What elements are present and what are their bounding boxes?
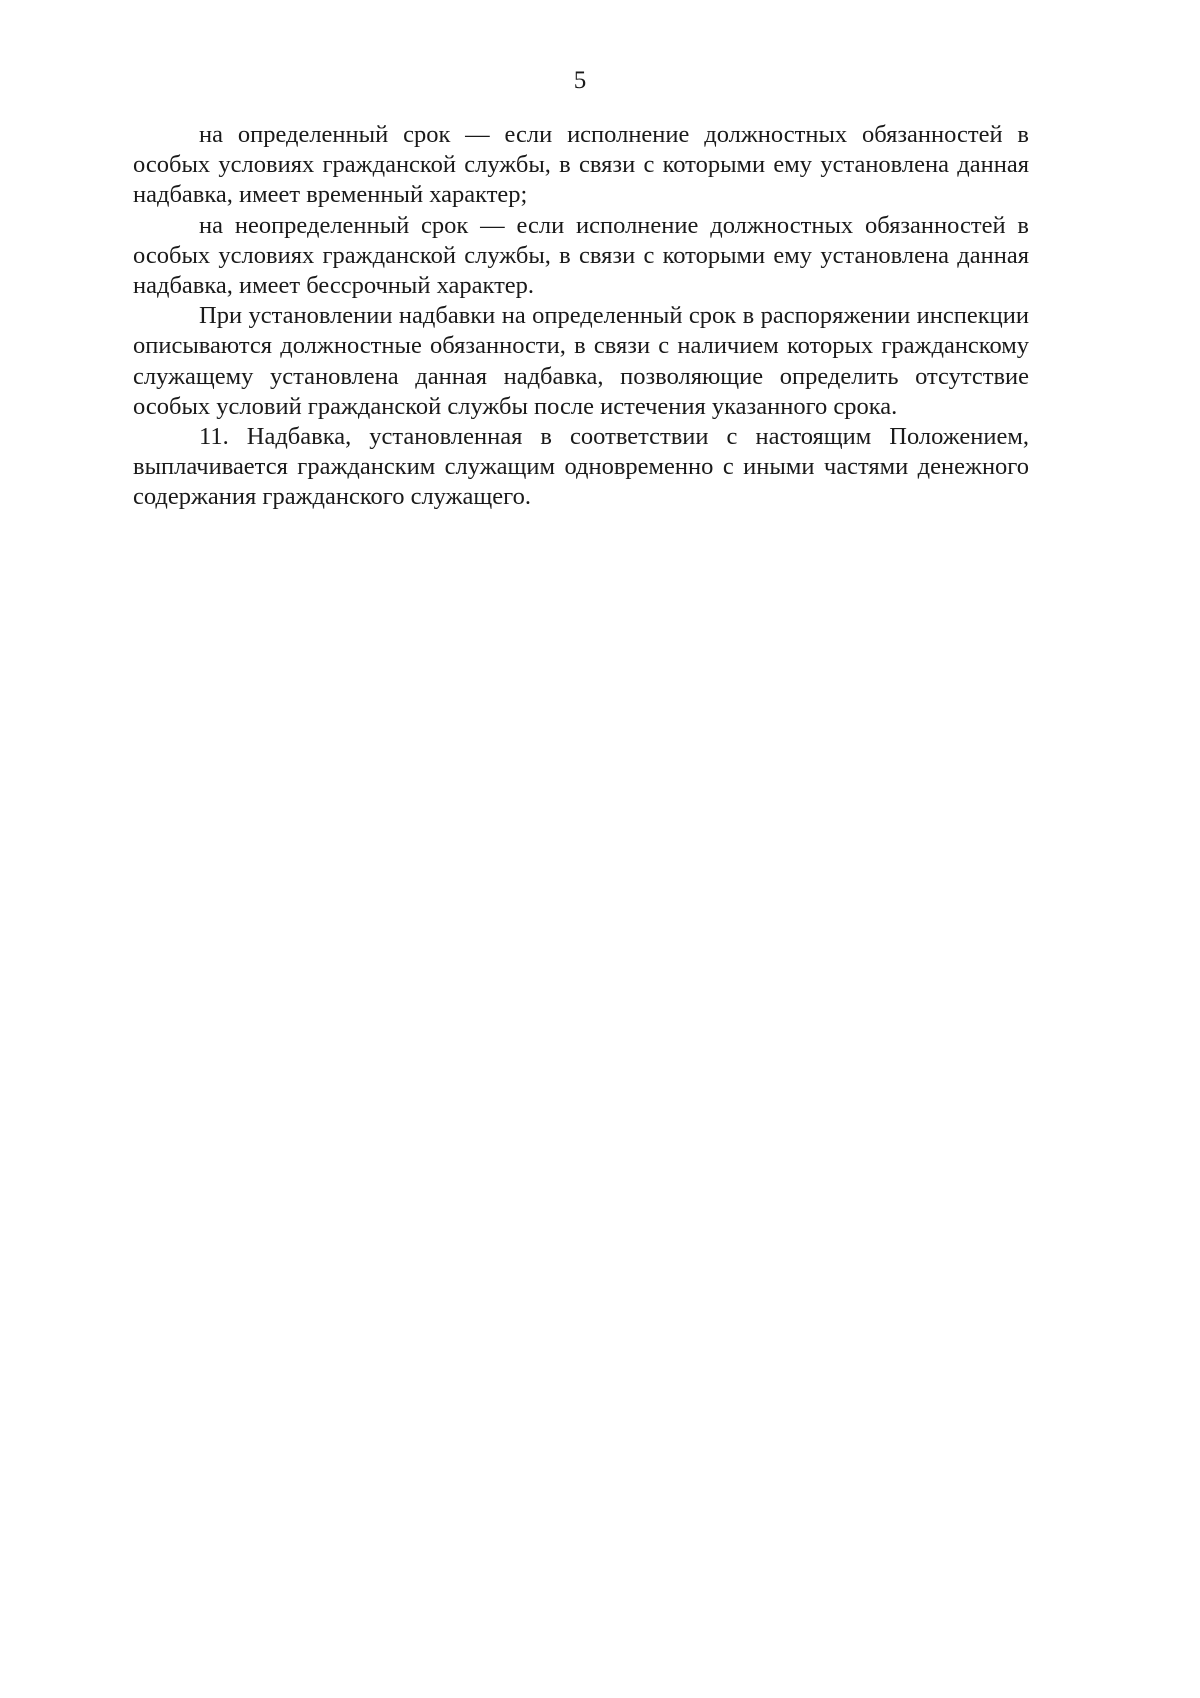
paragraph-clause-11: 11. Надбавка, установленная в соответствии с настоящим Положением, выплачивается гражданским служащим одновременно с иными частями денежного содержания гражданского служащего. (133, 423, 1029, 511)
paragraph-indefinite-term: на неопределенный срок — если исполнение должностных обязанностей в особых условиях гражданской службы, в связи с которыми ему установлена данная надбавка, имеет бессрочный характер. (133, 211, 1029, 300)
document-body (133, 120, 1029, 513)
page-number: 5 (573, 67, 587, 94)
paragraph-fixed-term: на определенный срок — если исполнение должностных обязанностей в особых условиях гражданской службы, в связи с которыми ему установлена данная надбавка, имеет временный характер; (133, 121, 1029, 209)
paragraph-order-description: При установлении надбавки на определенный срок в распоряжении инспекции описываются должностные обязанности, в связи с наличием которых гражданскому служащему установлена данная надбавка, позволяющие определить отсутствие особых условий гражданской службы после истечения указанного срока. (133, 302, 1029, 420)
